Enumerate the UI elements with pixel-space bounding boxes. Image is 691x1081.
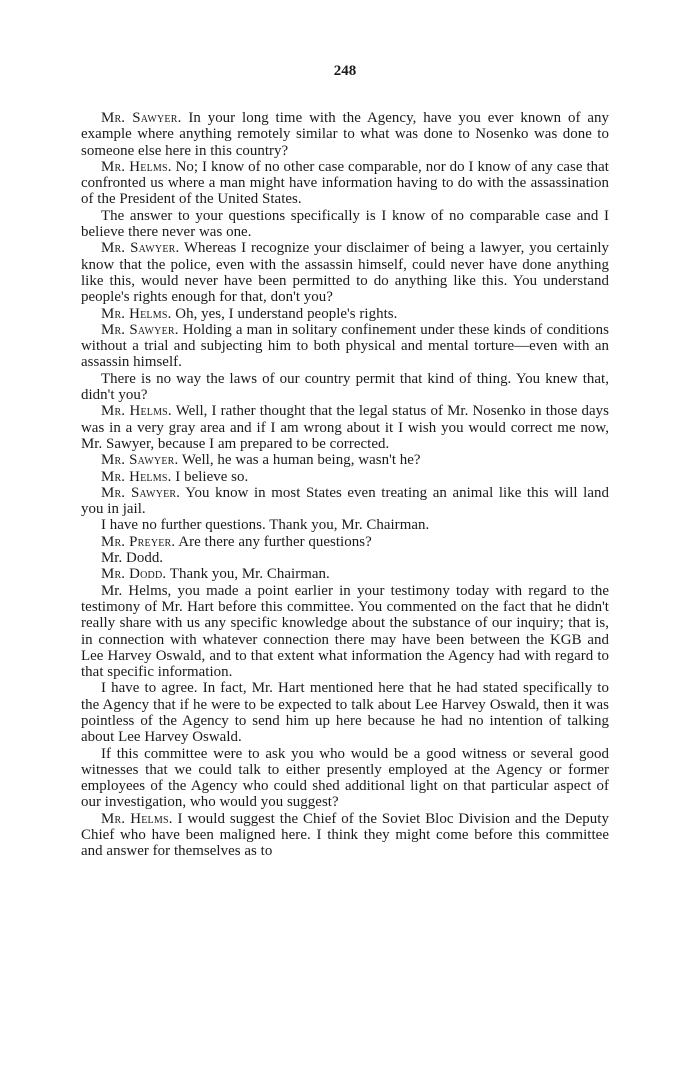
speaker-name: Mr. Helms. [101,305,172,322]
paragraph [81,517,609,533]
paragraph [81,583,609,681]
speaker-name: Mr. Sawyer. [101,321,179,338]
document-page [81,62,609,860]
paragraph-text: Are there any further questions? [175,533,372,550]
speaker-name: Mr. Helms. [101,810,173,827]
speaker-name: Mr. Sawyer. [101,484,181,501]
paragraph [81,550,609,566]
paragraph-text: Mr. Dodd. [101,550,164,567]
paragraph [81,110,609,159]
paragraph [81,811,609,860]
speaker-name: Mr. Helms. [101,403,172,420]
paragraph [81,452,609,468]
paragraph-text: Holding a man in solitary confinement under these kinds of conditions without a trial and subjecting him to both physical and mental torture—even with an assassin himself. [81,321,609,371]
speaker-name: Mr. Helms. [101,468,172,485]
paragraph [81,403,609,452]
paragraph-text: Whereas I recognize your disclaimer of being a lawyer, you certainly know that the police, even with the assassin himself, could never have done anything like this, would never have been permitted to do anything like this. You understand people's rights enough for that, don't you? [81,240,610,306]
paragraph-text: Mr. Helms, you made a point earlier in your testimony today with regard to the testimony of Mr. Hart before this committee. You commented on the fact that he didn't really share with us any specific knowledge about the substance of our inquiry; that is, in connection with whatever connection there may have been between the KGB and Lee Harvey Oswald, and to that extent what information the Agency had with regard to that specific information. [81,582,609,681]
paragraph-text: There is no way the laws of our country permit that kind of thing. You knew that, didn't you? [81,370,609,404]
paragraph [81,240,609,305]
page-number: 248 [333,63,357,79]
speaker-name: Mr. Preyer. [101,533,176,550]
paragraph [81,680,609,745]
paragraph [81,534,609,550]
speaker-name: Mr. Sawyer. [101,452,179,469]
paragraph-text: Oh, yes, I understand people's rights. [171,305,398,322]
paragraph [81,746,609,811]
paragraph-text: Thank you, Mr. Chairman. [166,566,330,583]
paragraph [81,159,609,208]
paragraph [81,485,609,518]
paragraph-text: I have no further questions. Thank you, Mr. Chairman. [101,517,430,534]
paragraph-text: No; I know of no other case comparable, nor do I know of any case that confronted us where a man might have information having to do with the assassination of the President of the United States. [81,158,609,208]
paragraph-text: The answer to your questions specifically is I know of no comparable case and I believe there never was one. [81,207,609,241]
paragraph-text: Well, he was a human being, wasn't he? [178,452,421,469]
paragraph-text: In your long time with the Agency, have you ever known of any example where anything remotely similar to what was done to Nosenko was done to someone else here in this country? [81,110,610,159]
paragraph-text: I would suggest the Chief of the Soviet Bloc Division and the Deputy Chief who have been maligned here. I think they might come before this committee and answer for themselves as to [81,810,609,860]
speaker-name: Mr. Sawyer. [101,240,180,257]
paragraph [81,306,609,322]
paragraph [81,371,609,404]
paragraph-text: I have to agree. In fact, Mr. Hart mentioned here that he had stated specifically to the Agency that if he were to be expected to talk about Lee Harvey Oswald, then it was pointless of the Agency to send him up here because he had no intention of talking about Lee Harvey Oswald. [81,680,609,746]
paragraph-text: Well, I rather thought that the legal status of Mr. Nosenko in those days was in a very gray area and if I am wrong about it I wish you would correct me now, Mr. Sawyer, because I am prepared to be corrected. [81,403,609,452]
paragraph-text: If this committee were to ask you who would be a good witness or several good witnesses that we could talk to either presently employed at the Agency or former employees of the Agency who could shed additional light on that particular aspect of our investigation, who would you suggest? [81,745,609,811]
paragraph [81,566,609,582]
speaker-name: Mr. Sawyer. [101,110,182,126]
paragraph-text: I believe so. [171,468,249,485]
paragraph-text: You know in most States even treating an animal like this will land you in jail. [81,484,609,518]
body-text [81,110,609,860]
paragraph [81,322,609,371]
speaker-name: Mr. Dodd. [101,566,167,583]
speaker-name: Mr. Helms. [101,158,172,175]
paragraph [81,469,609,485]
paragraph [81,208,609,241]
